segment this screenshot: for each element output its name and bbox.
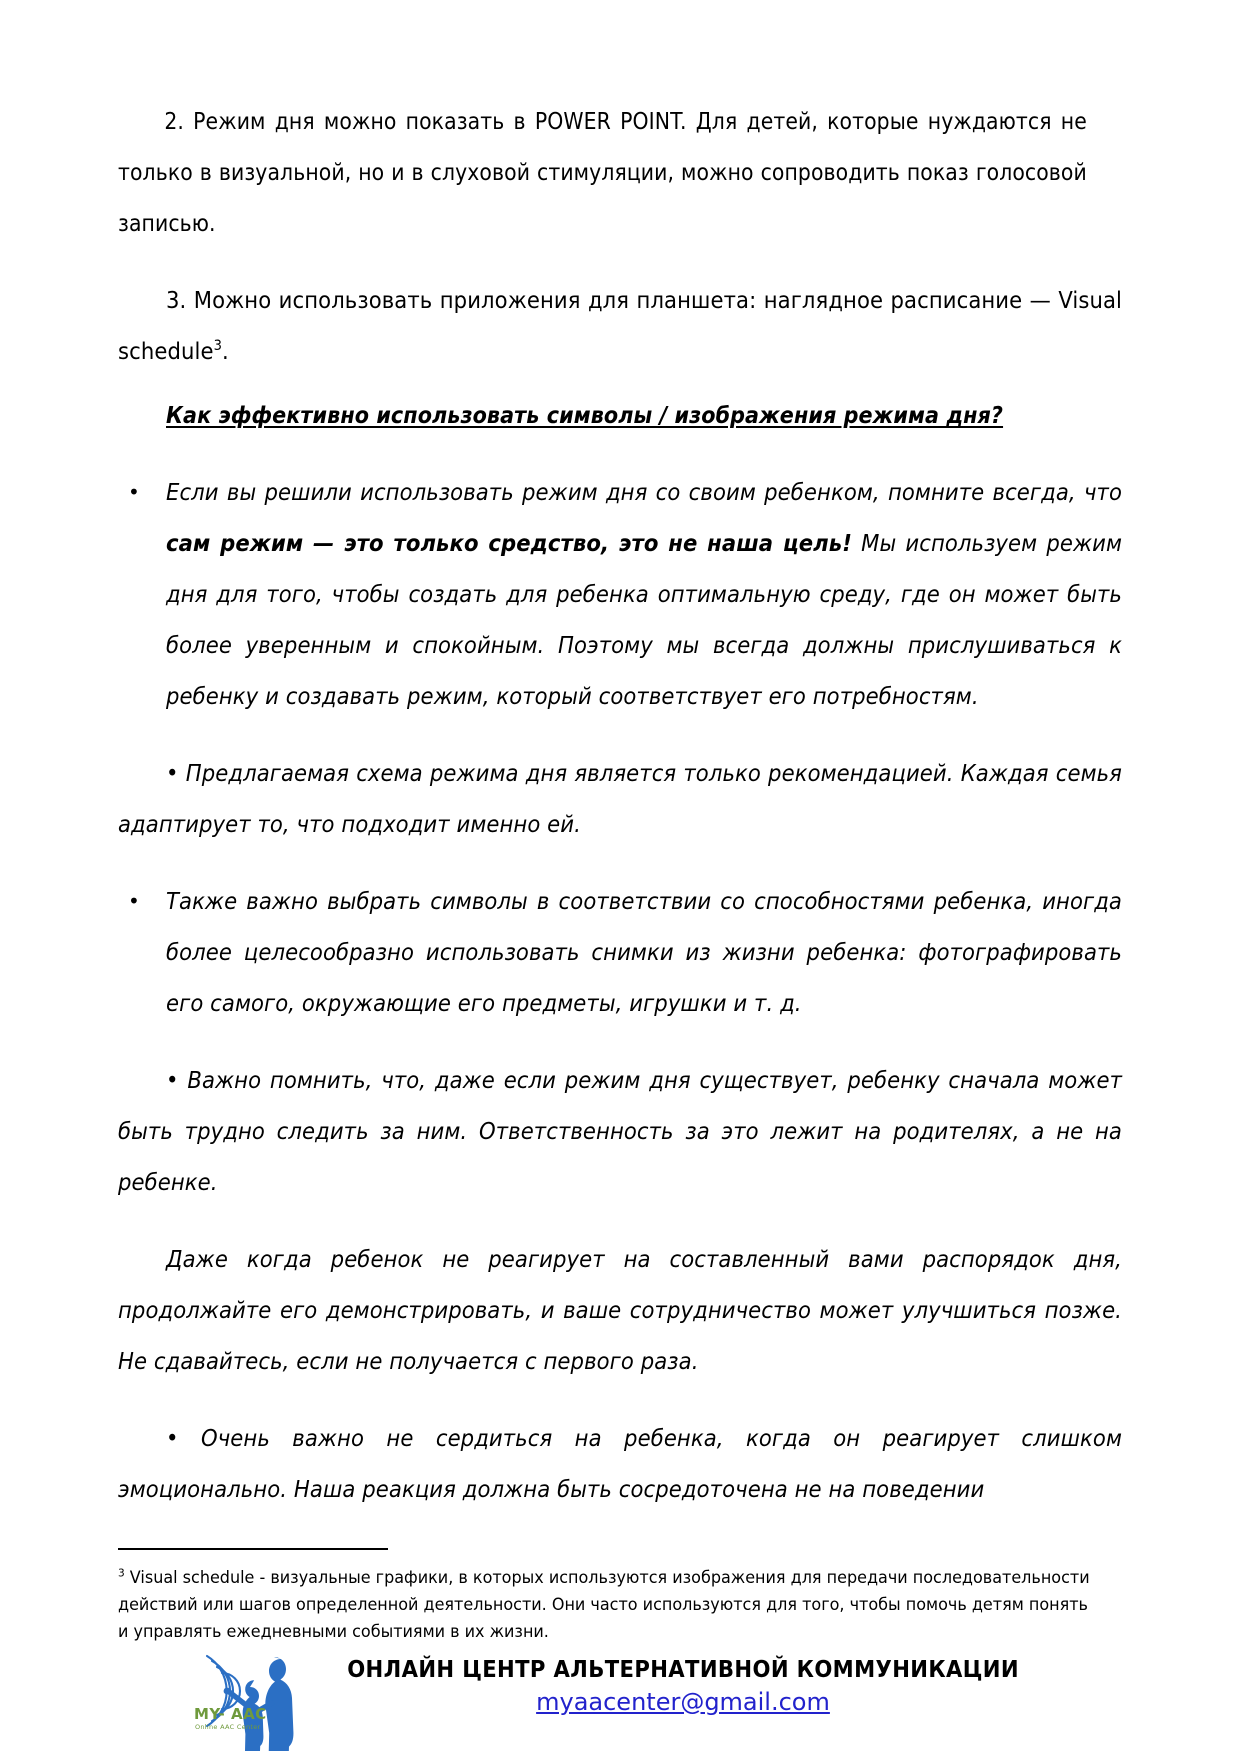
paragraph-item-2 xyxy=(118,96,1122,249)
bullet-list-secondary xyxy=(118,876,1122,1029)
bullet-1-text-b: Мы используем режим дня для того, чтобы создать для ребенка оптимальную среду, где он может быть более уверенным и спокойным. Поэтому мы всегда должны прислушиваться к ребенку и создавать режим, который соответствует его потребностям. xyxy=(166,529,1123,710)
spacer xyxy=(118,249,1122,275)
list-item xyxy=(118,467,1122,722)
footnote-separator xyxy=(118,1548,388,1550)
footnote-zone xyxy=(118,1548,1122,1645)
bullet-4-paragraph: • Важно помнить, что, даже если режим дня существует, ребенку сначала может быть трудно следить за ним. Ответственность за это лежит на родителях, а не на ребенке. xyxy=(118,1066,1122,1196)
organization-name: ОНЛАЙН ЦЕНТР АЛЬТЕРНАТИВНОЙ КОММУНИКАЦИИ xyxy=(347,1657,1019,1683)
paragraph-item-3-tail: . xyxy=(222,337,229,365)
logo-subtitle: Online AAC Center xyxy=(194,1723,261,1731)
paragraph-item-3-text: 3. Можно использовать приложения для планшета: наглядное расписание — Visual schedule xyxy=(118,286,1122,365)
spacer xyxy=(118,1208,1122,1234)
paragraph-item-3 xyxy=(118,275,1122,377)
spacer xyxy=(118,850,1122,876)
bullet-5-paragraph: • Очень важно не сердиться на ребенка, когда он реагирует слишком эмоционально. Наша реакция должна быть сосредоточена не на поведении xyxy=(118,1424,1122,1503)
paragraph-5: Даже когда ребенок не реагирует на составленный вами распорядок дня, продолжайте его демонстрировать, и ваше сотрудничество может улучшиться позже. Не сдавайтесь, если не получается с первого раза. xyxy=(118,1245,1122,1375)
bullet-3-paragraph: Также важно выбрать символы в соответствии со способностями ребенка, иногда более целесообразно использовать снимки из жизни ребенка: фотографировать его самого, окружающие его предметы, игрушки и т. д. xyxy=(166,887,1122,1017)
spacer xyxy=(118,441,1122,467)
footnote-marker: 3 xyxy=(118,1566,125,1580)
footer-text-block xyxy=(318,1643,1048,1716)
bullet-icon: • xyxy=(128,480,140,504)
bullet-icon: • xyxy=(128,889,140,913)
list-item xyxy=(118,876,1122,1029)
spacer xyxy=(118,1387,1122,1413)
footnote-text: Visual schedule - визуальные графики, в которых используются изображения для передачи последовательности действий или шагов определенной деятельности. Они часто используются для того, чтобы помочь детям понять и управлять ежедневными событиями в их жизни. xyxy=(118,1568,1090,1641)
bullet-list-primary xyxy=(118,467,1122,722)
spacer xyxy=(118,722,1122,748)
myaac-logo-icon xyxy=(192,1643,312,1751)
spacer xyxy=(118,1029,1122,1055)
bullet-2-paragraph: • Предлагаемая схема режима дня является только рекомендацией. Каждая семья адаптирует то, что подходит именно ей. xyxy=(118,759,1122,838)
footnote-3 xyxy=(118,1564,1092,1645)
page-footer xyxy=(0,1643,1240,1751)
logo-svg xyxy=(192,1643,312,1751)
paragraph-item-2-text: 2. Режим дня можно показать в POWER POINT. Для детей, которые нуждаются не только в визуальной, но и в слуховой стимуляции, можно сопроводить показ голосовой записью. xyxy=(118,107,1087,237)
section-heading: Как эффективно использовать символы / изображения режима дня? xyxy=(166,403,1004,429)
logo-wordmark: MY- AAC xyxy=(193,1705,267,1723)
bullet-1-paragraph xyxy=(166,467,1122,722)
bullet-1-text-a: Если вы решили использовать режим дня со своим ребенком, помните всегда, что xyxy=(166,478,1122,506)
bullet-1-emphasis: сам режим — это только средство, это не наша цель! xyxy=(166,529,852,557)
contact-email-link[interactable]: myaacenter@gmail.com xyxy=(536,1688,830,1716)
footnote-reference-3[interactable]: 3 xyxy=(213,337,223,355)
